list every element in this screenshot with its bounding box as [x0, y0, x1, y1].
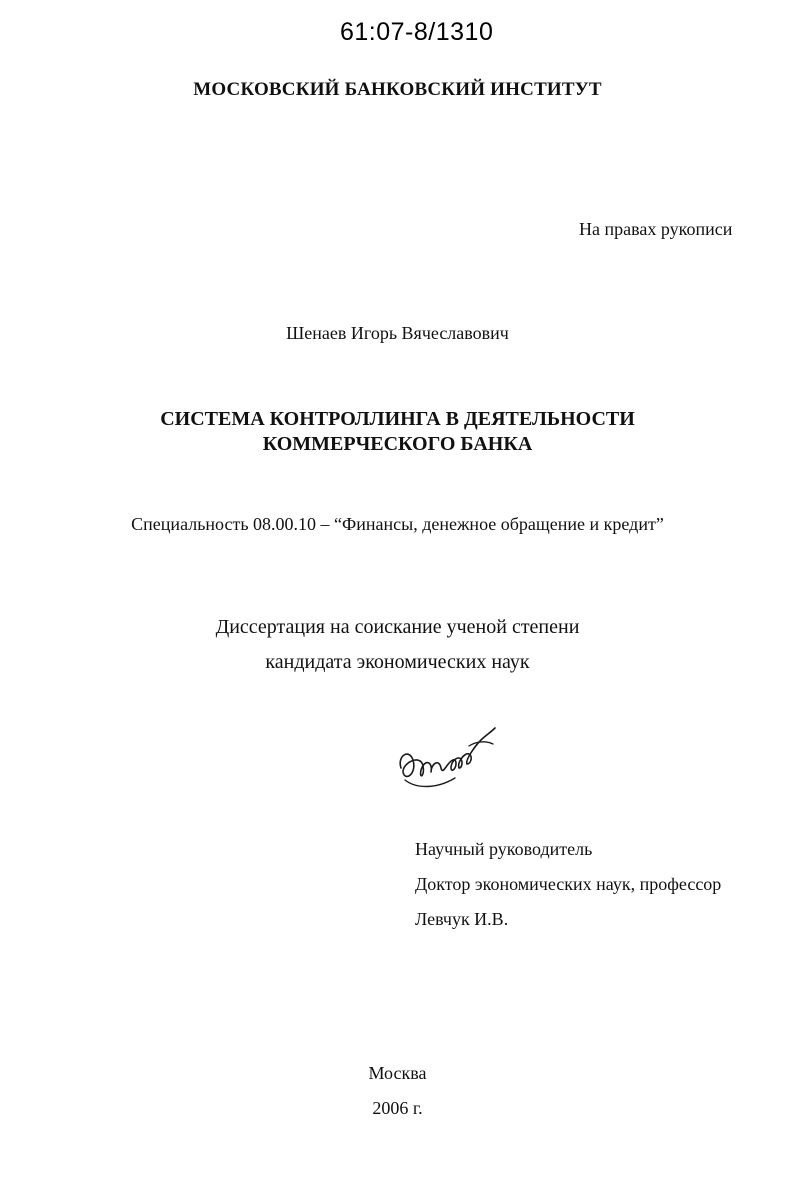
advisor-degree: Доктор экономических наук, профессор	[415, 874, 722, 894]
signature-icon	[395, 718, 505, 798]
author-name: Шенаев Игорь Вячеславович	[286, 323, 509, 343]
year: 2006 г.	[372, 1098, 423, 1118]
dissertation-degree	[0, 610, 795, 680]
dissertation-title	[0, 407, 795, 457]
rights-note: На правах рукописи	[579, 219, 733, 239]
catalog-number: 61:07-8/1310	[340, 18, 494, 46]
title-line: КОММЕРЧЕСКОГО БАНКА	[262, 433, 533, 455]
scientific-advisor	[415, 832, 721, 937]
title-line: СИСТЕМА КОНТРОЛЛИНГА В ДЕЯТЕЛЬНОСТИ	[160, 408, 635, 430]
institute-name: МОСКОВСКИЙ БАНКОВСКИЙ ИНСТИТУТ	[193, 79, 602, 100]
specialty: Специальность 08.00.10 – “Финансы, денежное обращение и кредит”	[131, 514, 664, 534]
degree-line: кандидата экономических наук	[265, 651, 530, 673]
city: Москва	[368, 1063, 427, 1083]
city-year	[0, 1056, 795, 1126]
advisor-name: Левчук И.В.	[415, 909, 509, 929]
degree-line: Диссертация на соискание ученой степени	[215, 616, 580, 638]
advisor-role: Научный руководитель	[415, 839, 593, 859]
